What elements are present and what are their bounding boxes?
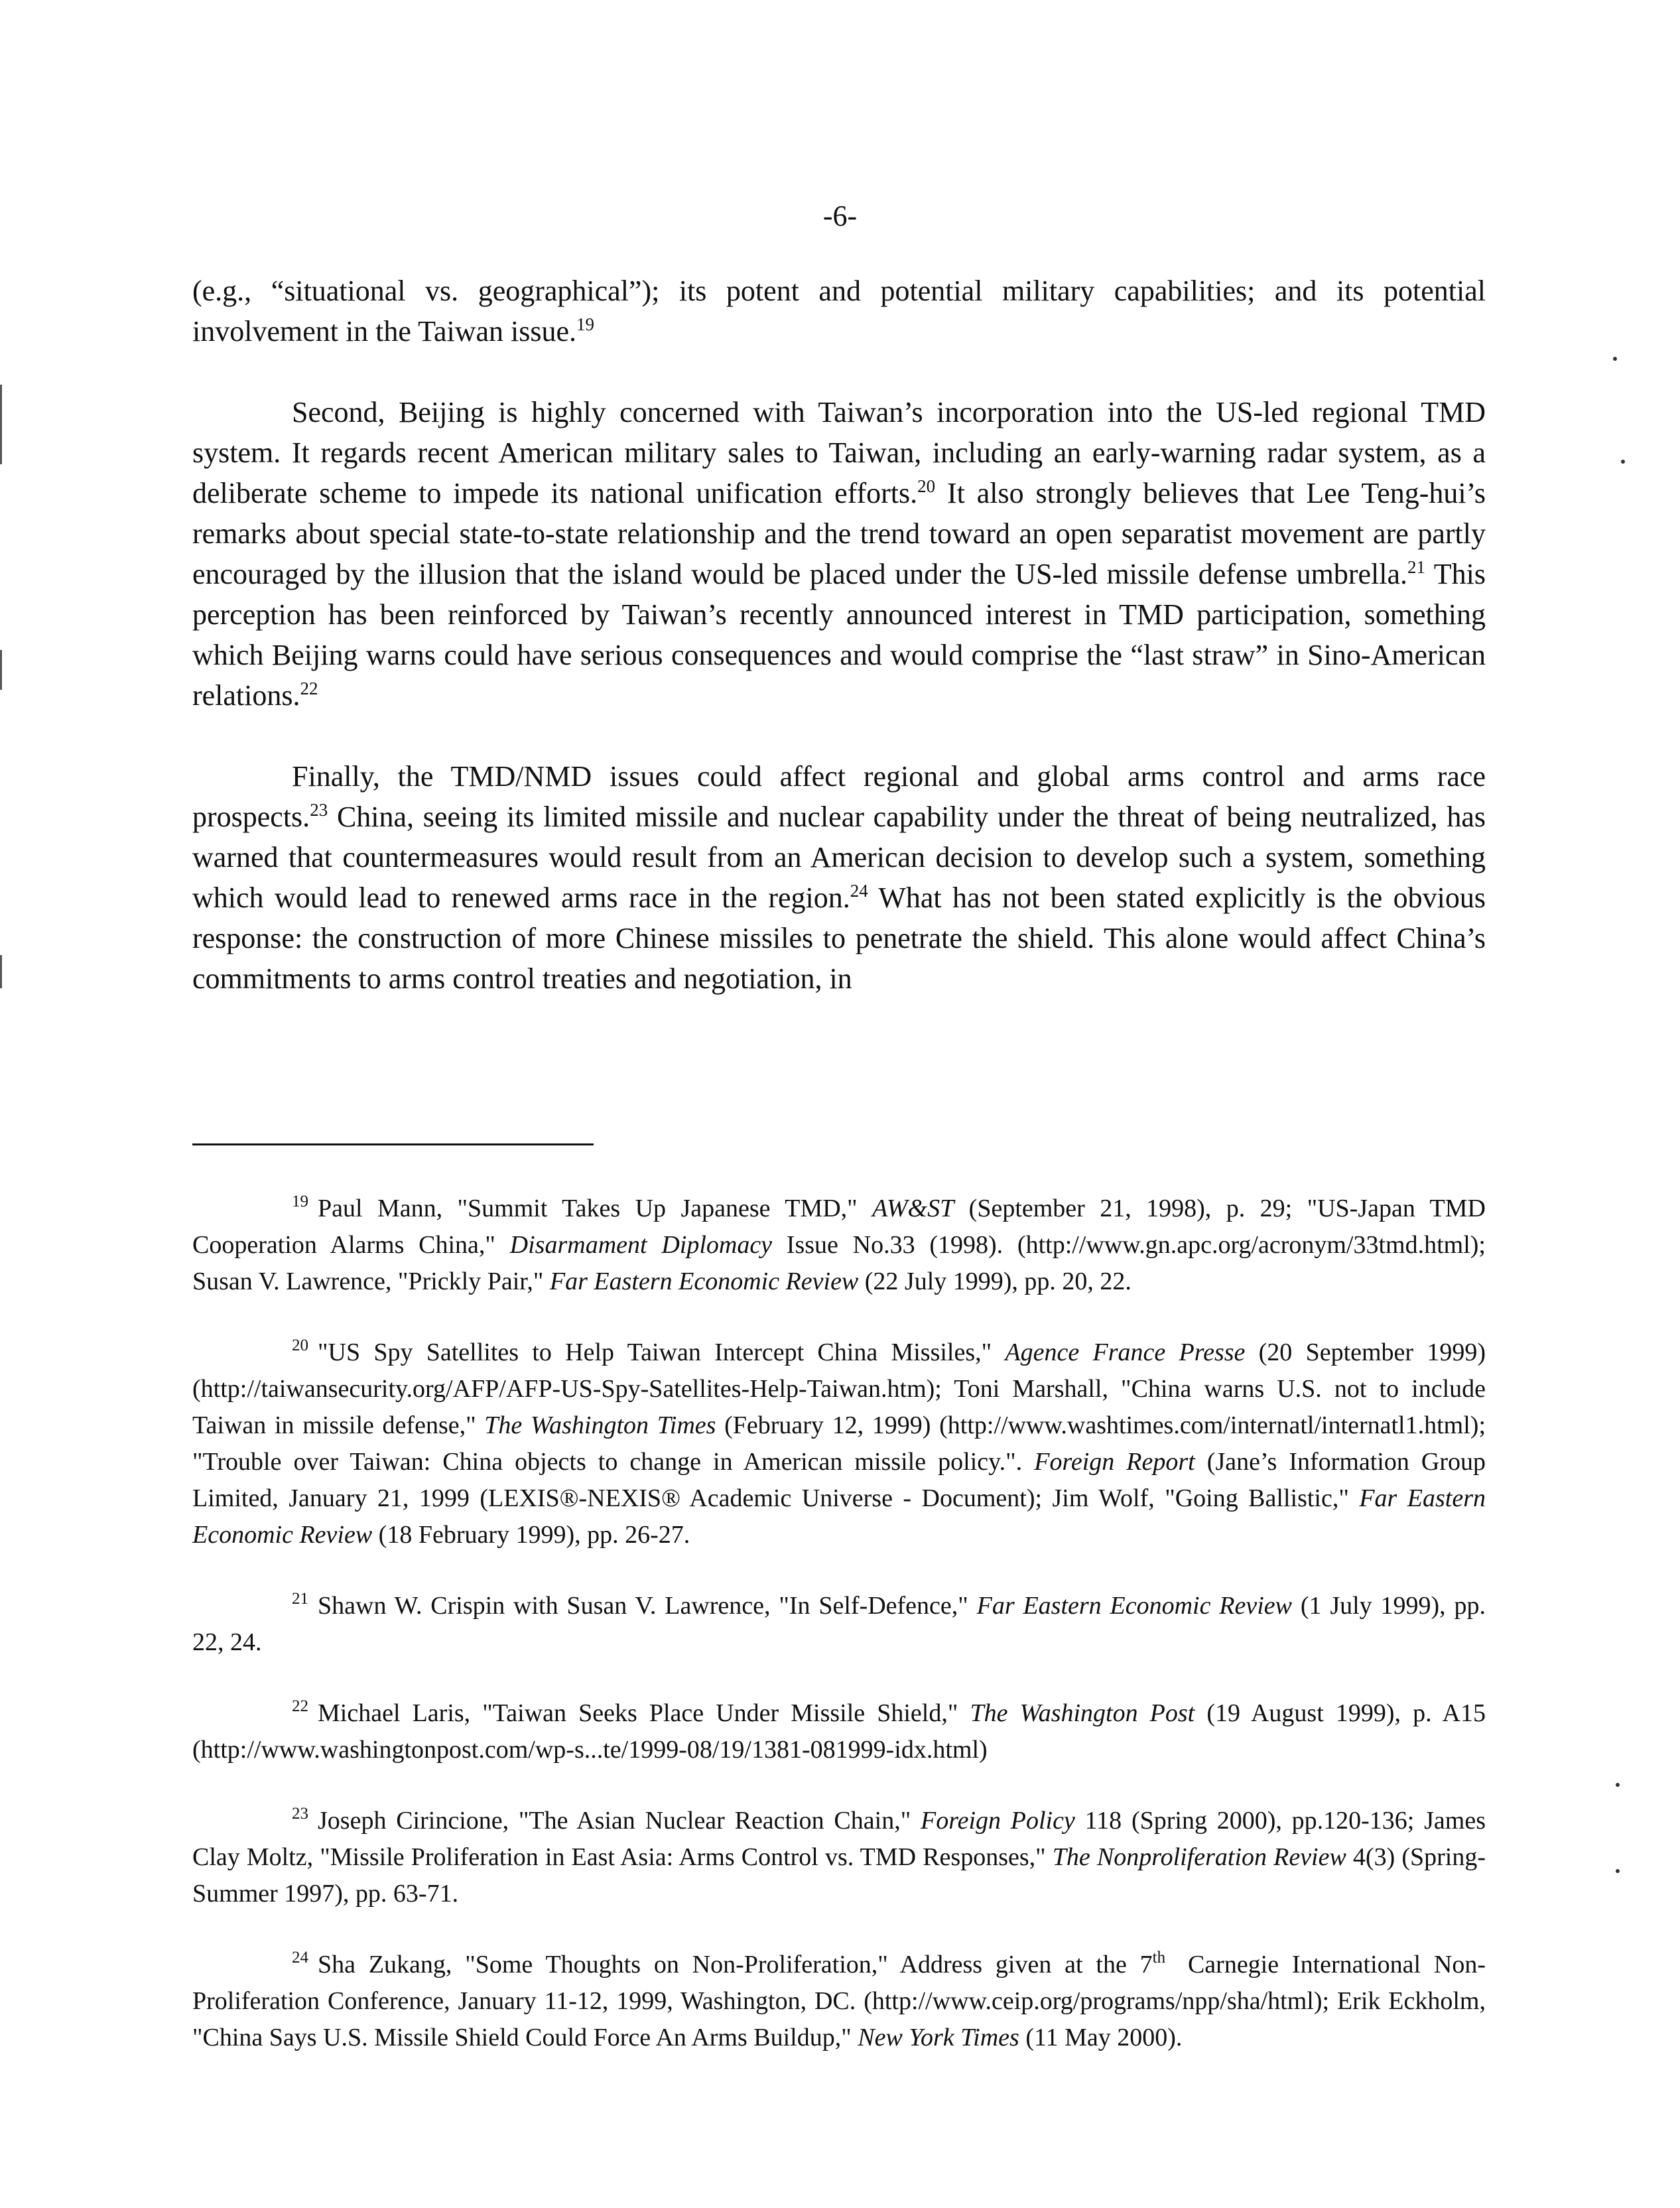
footnote-22 [192,1695,1486,1768]
footnote-text: (Jane’s Information Group Limited, January 21, 1999 (LEXIS®-NEXIS® Academic Universe - Document); Jim Wolf, "Going Ballistic," [192,1448,1486,1512]
footnote-text: Issue No.33 (1998). (http://www.gn.apc.org/acronym/33tmd.html); Susan V. Lawrence, "Prickly Pair," [192,1231,1486,1295]
footnote-title: Agence France Presse [1005,1338,1246,1366]
footnote-number: 20 [292,1336,308,1354]
footnote-text: Carnegie International Non-Proliferation Conference, January 11-12, 1999, Washington, DC. (http://www.ceip.org/programs/npp/sha/html); Erik Eckholm, "China Says U.S. Missile Shield Could Force An Arms Buildup," [192,1951,1486,2051]
footnote-separator [192,1143,594,1145]
footnotes [192,1191,1486,2091]
footnote-text: Shawn W. Crispin with Susan V. Lawrence, "In Self-Defence," [318,1592,977,1620]
page-number: -6- [822,200,858,232]
footnote-text: (1 July 1999), pp. 22, 24. [192,1592,1486,1656]
footnote-text: "US Spy Satellites to Help Taiwan Intercept China Missiles," [318,1338,1005,1366]
footnote-text: Michael Laris, "Taiwan Seeks Place Under Missile Shield," [318,1699,970,1727]
footnote-ref-20: 20 [917,476,936,496]
footnote-text: Paul Mann, "Summit Takes Up Japanese TMD," [318,1195,873,1222]
footnote-ref-23: 23 [310,800,328,820]
footnote-title: New York Times [858,2024,1019,2051]
paragraph-1 [192,271,1486,352]
scan-edge-mark [0,385,2,464]
footnote-text: (February 12, 1999) (http://www.washtimes.com/internatl/internatl1.html); "Trouble over Taiwan: China objects to change in American missile policy.". [192,1411,1486,1476]
footnote-number: 19 [292,1193,308,1210]
paragraph-3-text-b: China, seeing its limited missile and nuclear capability under the threat of being neutralized, has warned that countermeasures would result from an American decision to develop such a system, something which would lead to renewed arms race in the region. [192,801,1486,914]
footnote-text: 4(3) (Spring-Summer 1997), pp. 63-71. [192,1843,1486,1908]
footnote-title: Foreign Policy [920,1807,1075,1835]
footnote-title: The Washington Post [970,1699,1195,1727]
footnote-title: AW&ST [872,1195,954,1222]
ordinal-suffix: th [1152,1949,1166,1967]
footnote-text: Sha Zukang, "Some Thoughts on Non-Proliferation," Address given at the 7 [318,1951,1153,1979]
footnote-text: (22 July 1999), pp. 20, 22. [858,1267,1131,1295]
paragraph-2 [192,392,1486,716]
footnote-text: (20 September 1999) (http://taiwansecurity.org/AFP/AFP-US-Spy-Satellites-Help-Taiwan.htm); Toni Marshall, "China warns U.S. not to include Taiwan in missile defense," [192,1338,1486,1439]
footnote-title: Foreign Report [1034,1448,1195,1476]
paragraph-3-text-a: Finally, the TMD/NMD issues could affect regional and global arms control and arms race prospects. [192,760,1486,833]
footnote-text: (19 August 1999), p. A15 (http://www.washingtonpost.com/wp-s...te/1999-08/19/1381-081999-idx.html) [192,1699,1486,1764]
footnote-ref-24: 24 [850,881,868,901]
footnote-ref-19: 19 [576,314,595,334]
footnote-title: Far Eastern Economic Review [549,1267,859,1295]
footnote-23 [192,1803,1486,1912]
scan-edge-mark [0,650,2,690]
footnote-title: Far Eastern Economic Review [976,1592,1292,1620]
footnote-text: (18 February 1999), pp. 26-27. [372,1521,690,1549]
footnote-number: 23 [292,1805,308,1823]
paragraph-2-text-c: This perception has been reinforced by Taiwan’s recently announced interest in TMD participation, something which Beijing warns could have serious consequences and would comprise the “last straw” in Sino-American relations. [192,558,1486,712]
scan-speck [1621,460,1625,464]
footnote-text: 118 (Spring 2000), pp.120-136; James Clay Moltz, "Missile Proliferation in East Asia: Arms Control vs. TMD Responses," [192,1807,1486,1871]
scan-edge-mark [0,955,2,988]
footnote-title: The Washington Times [484,1411,716,1439]
footnote-text: (September 21, 1998), p. 29; "US-Japan TMD Cooperation Alarms China," [192,1195,1486,1259]
footnote-ref-21: 21 [1407,557,1426,577]
footnote-text: Joseph Cirincione, "The Asian Nuclear Reaction Chain," [318,1807,921,1835]
footnote-19 [192,1191,1486,1300]
main-text [192,271,1486,1039]
scan-speck [1616,1869,1620,1873]
footnote-number: 24 [292,1949,308,1967]
footnote-20 [192,1334,1486,1553]
scan-speck [1616,1783,1620,1787]
footnote-title: Disarmament Diplomacy [509,1231,773,1259]
footnote-24 [192,1947,1486,2056]
paragraph-1-text: (e.g., “situational vs. geographical”); its potent and potential military capabilities; and its potential involvement in the Taiwan issue. [192,275,1486,348]
paragraph-3-text-c: What has not been stated explicitly is the obvious response: the construction of more Chinese missiles to penetrate the shield. This alone would affect China’s commitments to arms control treaties and negotiation, in [192,881,1486,995]
footnote-title: Far Eastern Economic Review [192,1484,1486,1549]
paragraph-3 [192,756,1486,999]
footnote-ref-22: 22 [300,679,318,698]
paragraph-2-text-a: Second, Beijing is highly concerned with Taiwan’s incorporation into the US-led regional TMD system. It regards recent American military sales to Taiwan, including an early-warning radar system, as a deliberate scheme to impede its national unification efforts. [192,396,1486,509]
footnote-number: 21 [292,1590,308,1608]
footnote-title: The Nonproliferation Review [1052,1843,1346,1871]
footnote-text: (11 May 2000). [1019,2024,1183,2051]
footnote-number: 22 [292,1697,308,1715]
footnote-21 [192,1588,1486,1661]
paragraph-2-text-b: It also strongly believes that Lee Teng-hui’s remarks about special state-to-state relationship and the trend toward an open separatist movement are partly encouraged by the illusion that the island would be placed under the US-led missile defense umbrella. [192,477,1486,590]
scan-speck [1613,357,1617,361]
